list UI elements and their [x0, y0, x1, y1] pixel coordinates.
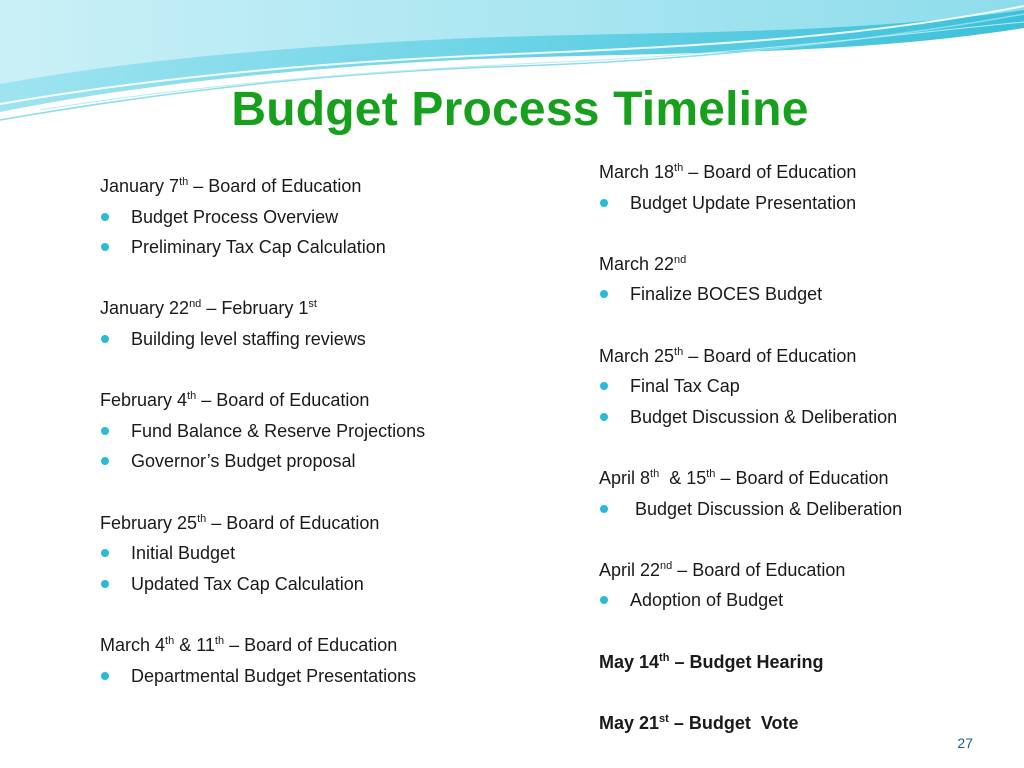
bullet-dot-icon [600, 199, 608, 207]
date-suffix: th [659, 651, 670, 664]
timeline-bullet-item [599, 402, 999, 433]
heading-text: – Board of Education [224, 634, 398, 655]
bullet-dot-icon [600, 413, 608, 421]
date-suffix: th [650, 467, 660, 480]
timeline-group [599, 341, 999, 433]
heading-text: January 7 [100, 176, 180, 196]
heading-text: February 25 [100, 512, 198, 533]
bullet-text: Budget Process Overview [131, 206, 339, 227]
timeline-group [599, 708, 999, 739]
bullet-dot-icon [101, 243, 109, 251]
group-spacer [100, 599, 540, 630]
bullet-text: Building level staffing reviews [131, 328, 366, 349]
heading-text: – Board of Education [683, 162, 857, 182]
date-suffix: th [214, 634, 225, 647]
timeline-bullet-item [599, 279, 999, 310]
timeline-bullet-item [599, 371, 999, 402]
bullet-text: Budget Discussion & Deliberation [630, 498, 903, 519]
date-suffix: st [659, 712, 669, 725]
timeline-bullet-item [100, 324, 540, 355]
group-spacer [599, 616, 999, 647]
slide-title: Budget Process Timeline [231, 83, 809, 136]
date-suffix: th [197, 512, 207, 525]
bullet-text: Final Tax Cap [630, 376, 740, 397]
date-suffix: th [165, 634, 175, 647]
bullet-dot-icon [600, 596, 608, 604]
bullet-text: Governor’s Budget proposal [131, 451, 356, 472]
left-timeline-column [100, 171, 540, 691]
date-suffix: nd [660, 559, 673, 572]
heading-text: April 22 [599, 559, 661, 580]
date-suffix: th [674, 345, 684, 358]
bullet-dot-icon [101, 580, 109, 588]
timeline-group [599, 249, 999, 310]
heading-text: – Board of Education [715, 467, 889, 488]
bullet-dot-icon [101, 427, 109, 435]
timeline-bullet-item [100, 569, 540, 600]
timeline-bullet-item [599, 585, 999, 616]
group-spacer [100, 263, 540, 294]
bullet-text: Preliminary Tax Cap Calculation [131, 237, 386, 258]
bullet-text: Budget Update Presentation [630, 192, 857, 213]
timeline-date-heading [599, 341, 999, 372]
bullet-dot-icon [101, 549, 109, 557]
bullet-text: Budget Discussion & Deliberation [630, 406, 898, 427]
timeline-date-heading [599, 647, 999, 678]
bullet-dot-icon [101, 457, 109, 465]
date-suffix: th [706, 467, 716, 480]
group-spacer [599, 677, 999, 708]
timeline-bullet-item [100, 446, 540, 477]
timeline-date-heading [100, 293, 540, 324]
group-spacer [599, 310, 999, 341]
group-spacer [100, 355, 540, 386]
heading-text: March 22 [599, 253, 675, 274]
timeline-bullet-item [100, 538, 540, 569]
heading-text: & 11 [174, 634, 215, 655]
right-timeline-column [599, 157, 999, 738]
timeline-date-heading [599, 249, 999, 280]
heading-text: March 4 [100, 634, 166, 655]
timeline-group [599, 647, 999, 678]
timeline-group [100, 630, 540, 691]
timeline-date-heading [599, 463, 999, 494]
timeline-date-heading [599, 157, 999, 188]
heading-text: – Budget Vote [668, 712, 799, 733]
timeline-bullet-item [100, 661, 540, 692]
timeline-group [100, 385, 540, 477]
timeline-date-heading [100, 171, 540, 202]
bullet-text: Fund Balance & Reserve Projections [131, 420, 426, 441]
timeline-group [599, 463, 999, 524]
heading-text: – Board of Education [196, 390, 370, 411]
timeline-group [100, 293, 540, 354]
heading-text: – February 1 [201, 298, 309, 319]
timeline-group [599, 555, 999, 616]
heading-text: January 22 [100, 298, 190, 319]
timeline-date-heading [599, 555, 999, 586]
date-suffix: nd [189, 298, 202, 311]
bullet-text: Adoption of Budget [630, 590, 784, 611]
timeline-group [100, 508, 540, 600]
timeline-bullet-item [599, 188, 999, 219]
date-suffix: st [308, 298, 317, 311]
bullet-dot-icon [101, 672, 109, 680]
timeline-bullet-item [100, 416, 540, 447]
heading-text: May 14 [599, 651, 660, 672]
timeline-bullet-item [100, 202, 540, 233]
bullet-dot-icon [101, 335, 109, 343]
bullet-text: Initial Budget [131, 543, 236, 564]
timeline-group [599, 157, 999, 218]
bullet-dot-icon [600, 505, 608, 513]
bullet-text: Updated Tax Cap Calculation [131, 573, 364, 594]
date-suffix: th [674, 162, 684, 174]
heading-text: – Board of Education [206, 512, 380, 533]
date-suffix: th [187, 390, 197, 403]
timeline-date-heading [599, 708, 999, 739]
heading-text: March 18 [599, 162, 675, 182]
timeline-group [100, 171, 540, 263]
timeline-date-heading [100, 630, 540, 661]
group-spacer [599, 524, 999, 555]
heading-text: – Board of Education [683, 345, 857, 366]
timeline-bullet-item [599, 494, 999, 525]
page-number: 27 [957, 735, 973, 751]
heading-text: May 21 [599, 712, 660, 733]
bullet-text: Finalize BOCES Budget [630, 284, 823, 305]
bullet-dot-icon [101, 213, 109, 221]
group-spacer [599, 218, 999, 249]
date-suffix: nd [674, 253, 687, 266]
timeline-date-heading [100, 508, 540, 539]
heading-text: & 15 [659, 467, 707, 488]
group-spacer [100, 477, 540, 508]
group-spacer [599, 432, 999, 463]
heading-text: – Board of Education [672, 559, 846, 580]
heading-text: – Budget Hearing [669, 651, 824, 672]
bullet-dot-icon [600, 290, 608, 298]
heading-text: April 8 [599, 467, 651, 488]
bullet-text: Departmental Budget Presentations [131, 665, 417, 686]
timeline-date-heading [100, 385, 540, 416]
heading-text: – Board of Education [188, 176, 362, 196]
timeline-bullet-item [100, 232, 540, 263]
heading-text: February 4 [100, 390, 188, 411]
date-suffix: th [179, 176, 189, 188]
bullet-dot-icon [600, 382, 608, 390]
heading-text: March 25 [599, 345, 675, 366]
